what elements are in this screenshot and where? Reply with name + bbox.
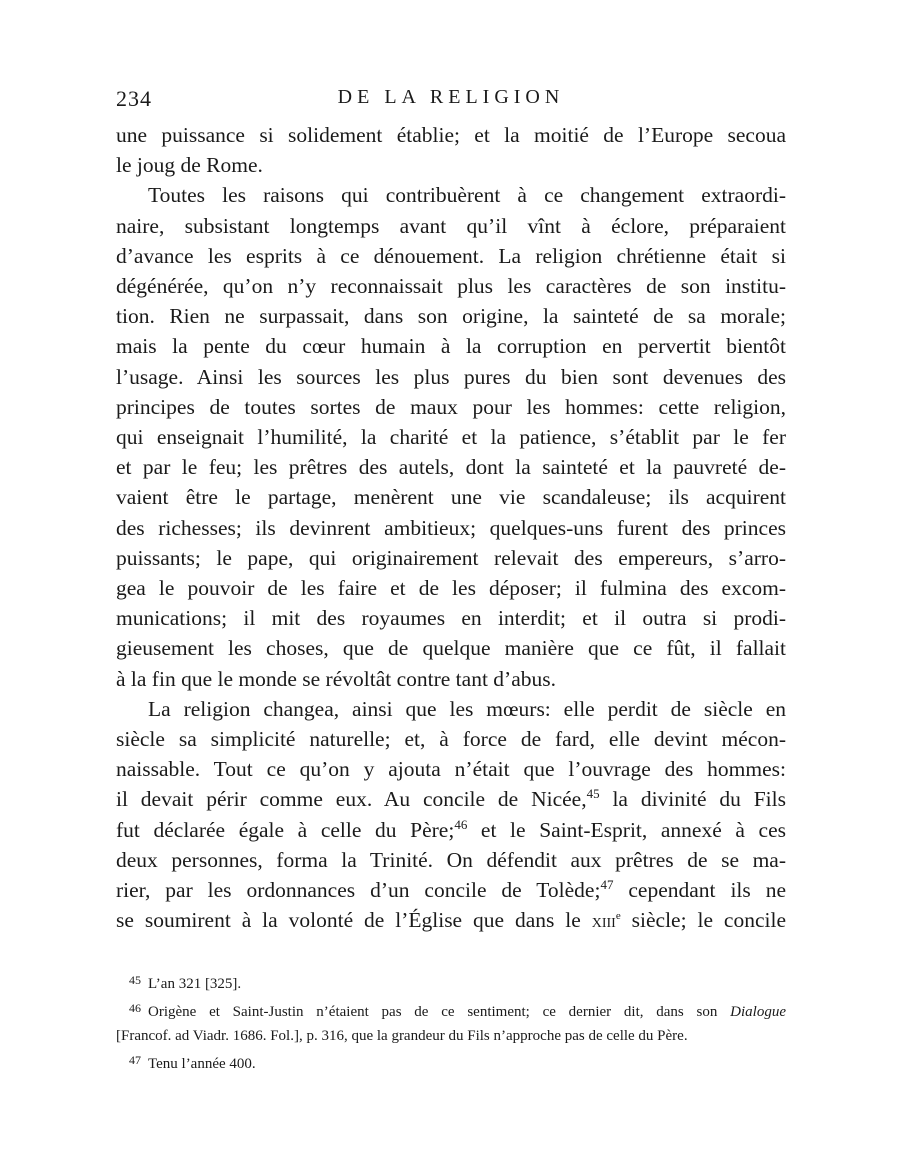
footnote-number: 47: [129, 1053, 141, 1067]
text-line: à la fin que le monde se révoltât contre tant d’abus.: [116, 666, 556, 691]
text-segment: fut déclarée égale à celle du Père;: [116, 817, 455, 842]
text-segment: se soumirent à la volonté de l’Église que dans le: [116, 908, 592, 933]
body-text: [116, 120, 786, 936]
text-segment: rier, par les ordonnances d’un concile de Tolède;: [116, 878, 601, 903]
footnote-line: [Francof. ad Viadr. 1686. Fol.], p. 316, que la grandeur du Fils n’approche pas de celle du Père.: [116, 1028, 688, 1044]
text-segment: il devait périr comme eux. Au concile de Nicée,: [116, 787, 587, 812]
text-line: l’usage. Ainsi les sources les plus pures du bien sont devenues des: [116, 364, 786, 389]
footnote-text: L’an 321 [325].: [148, 976, 242, 992]
footnote-ref-46[interactable]: 46: [454, 816, 468, 832]
text-line: siècle sa simplicité naturelle; et, à force de fard, elle devint mécon-: [116, 727, 786, 752]
text-segment: cependant ils ne: [613, 878, 786, 903]
text-line: [116, 875, 786, 905]
century-numeral: xiii: [591, 910, 616, 933]
text-line: naire, subsistant longtemps avant qu’il vînt à éclore, préparaient: [116, 213, 786, 238]
text-line: principes de toutes sortes de maux pour les hommes: cette religion,: [116, 394, 786, 419]
paragraph-1: [116, 120, 786, 180]
text-line: La religion changea, ainsi que les mœurs: elle perdit de siècle en: [148, 696, 786, 721]
text-segment: et le Saint-Esprit, annexé à ces: [467, 817, 786, 842]
text-line: tion. Rien ne surpassait, dans son origine, la sainteté de sa morale;: [116, 304, 786, 329]
text-line: vaient être le partage, menèrent une vie scandaleuse; ils acquirent: [116, 485, 786, 510]
text-line: naissable. Tout ce qu’on y ajouta n’était que l’ouvrage des hommes:: [116, 757, 786, 782]
page: [116, 86, 786, 936]
century-superscript: e: [615, 910, 621, 923]
text-line: gea le pouvoir de les faire et de les déposer; il fulmina des excom-: [116, 576, 786, 601]
running-title: DE LA RELIGION: [337, 86, 565, 108]
text-line: deux personnes, forma la Trinité. On défendit aux prêtres de se ma-: [116, 847, 786, 872]
text-line: Toutes les raisons qui contribuèrent à ce changement extraordi-: [148, 183, 786, 208]
footnotes: [116, 968, 786, 1076]
text-line: [116, 905, 786, 936]
text-line: munications; il mit des royaumes en interdit; et il outra si prodi-: [116, 606, 786, 631]
text-line: qui enseignait l’humilité, la charité et la patience, s’établit par le fer: [116, 425, 786, 450]
text-line: et par le feu; les prêtres des autels, dont la sainteté et la pauvreté de-: [116, 455, 786, 480]
footnote-text: Tenu l’année 400.: [148, 1056, 256, 1072]
text-line: une puissance si solidement établie; et la moitié de l’Europe secoua: [116, 123, 786, 147]
footnote-ref-47[interactable]: 47: [600, 877, 614, 893]
text-line: des richesses; ils devinrent ambitieux; quelques-uns furent des princes: [116, 515, 786, 540]
footnote-number: 45: [129, 973, 141, 987]
footnote-italic-title: Dialogue: [730, 1004, 786, 1020]
footnote-number: 46: [129, 1001, 141, 1015]
footnote-ref-45[interactable]: 45: [586, 786, 600, 802]
text-line: dégénérée, qu’on n’y reconnaissait plus les caractères de son institu-: [116, 274, 786, 299]
running-head: [116, 86, 786, 120]
text-line: gieusement les choses, que de quelque manière que ce fût, il fallait: [116, 636, 786, 661]
footnote-line: [116, 996, 786, 1024]
text-line: d’avance les esprits à ce dénouement. La religion chrétienne était si: [116, 243, 786, 268]
text-segment: la divinité du Fils: [599, 787, 786, 812]
text-line: puissants; le pape, qui originairement relevait des empereurs, s’arro-: [116, 545, 786, 570]
text-line: [116, 784, 786, 814]
footnote-47: [116, 1048, 786, 1076]
text-line: le joug de Rome.: [116, 153, 263, 178]
footnote-46: [116, 996, 786, 1048]
footnote-text: Origène et Saint-Justin n’étaient pas de ce sentiment; ce dernier dit, dans son: [148, 1004, 731, 1020]
text-line: [116, 815, 786, 845]
page-number: 234: [116, 86, 152, 111]
text-line: mais la pente du cœur humain à la corruption en pervertit bientôt: [116, 334, 786, 359]
footnote-45: [116, 968, 786, 996]
paragraph-2: [116, 180, 786, 693]
paragraph-3: [116, 694, 786, 937]
text-segment: siècle; le concile: [620, 908, 786, 933]
